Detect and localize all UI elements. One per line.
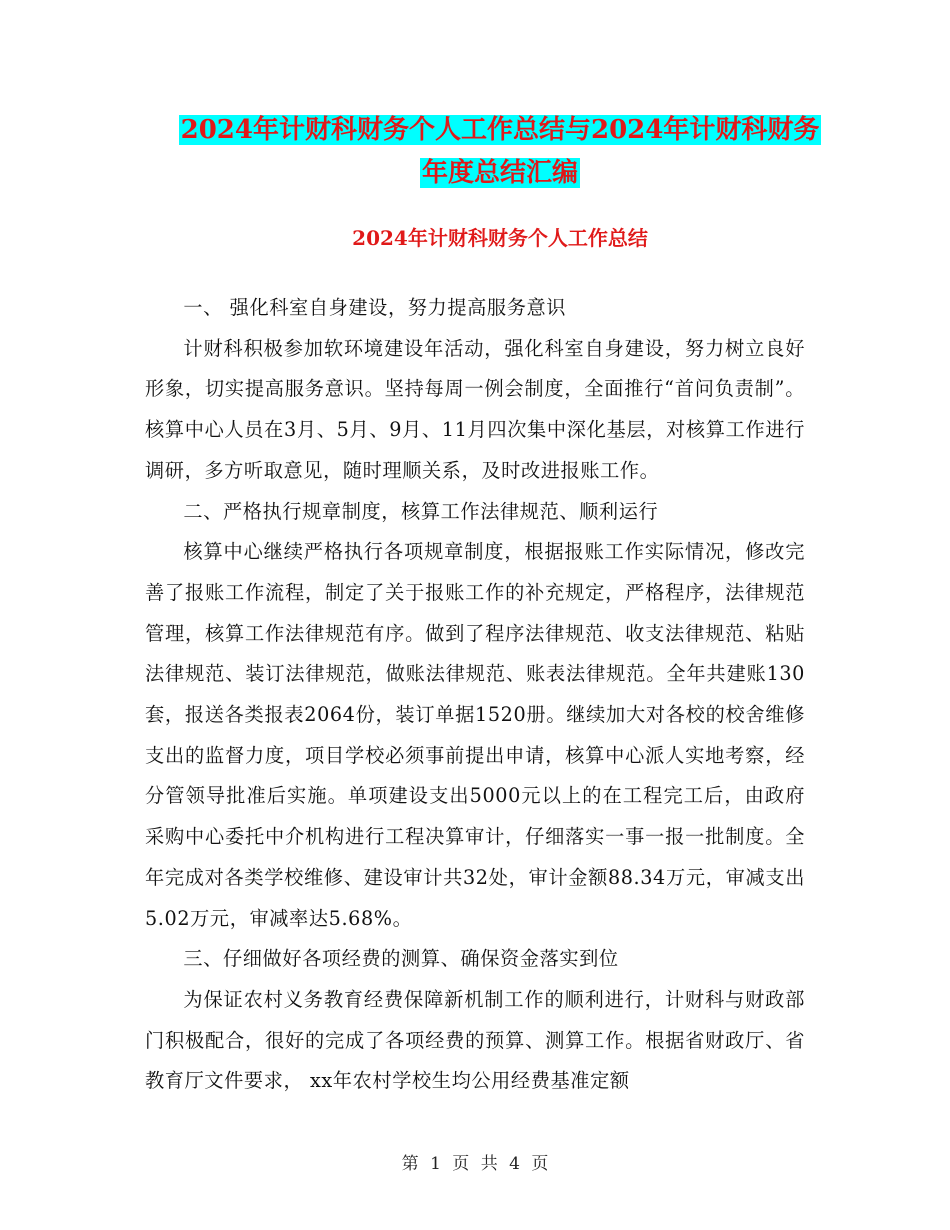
document-title-line-1 bbox=[100, 108, 900, 152]
title-highlight-1: 2024年计财科财务个人工作总结与2024年计财科财务 bbox=[180, 115, 820, 145]
paragraph-heading-1: 一、 强化科室自身建设，努力提高服务意识 bbox=[183, 296, 567, 319]
document-title-line-2 bbox=[100, 151, 900, 195]
paragraph-heading-3: 三、仔细做好各项经费的测算、确保资金落实到位 bbox=[183, 947, 619, 971]
page-footer: 第 1 页 共 4 页 bbox=[401, 1154, 549, 1174]
paragraph: 计财科积极参加软环境建设年活动，强化科室自身建设，努力树立良好形象，切实提高服务意识。坚持每周一例会制度，全面推行“首问负责制”。核算中心人员在3月、5月、9月、11月四次集中深化基层，对核算工作进行调研，多方听取意见，随时理顺关系，及时改进报账工作。 bbox=[145, 336, 805, 482]
title-highlight-2: 年度总结汇编 bbox=[421, 158, 578, 188]
section-title: 2024年计财科财务个人工作总结 bbox=[352, 226, 648, 250]
paragraph-heading-2: 二、严格执行规章制度，核算工作法律规范、顺利运行 bbox=[183, 499, 659, 523]
document-body bbox=[145, 288, 805, 1102]
paragraph: 核算中心继续严格执行各项规章制度，根据报账工作实际情况，修改完善了报账工作流程，制定了关于报账工作的补充规定，严格程序，法律规范管理，核算工作法律规范有序。做到了程序法律规范、收支法律规范、粘贴法律规范、装订法律规范，做账法律规范、账表法律规范。全年共建账130套，报送各类报表2064份，装订单据1520册。继续加大对各校的校舍维修支出的监督力度，项目学校必须事前提出申请，核算中心派人实地考察，经分管领导批准后实施。单项建设支出5000元以上的在工程完工后，由政府采购中心委托中介机构进行工程决算审计，仔细落实一事一报一批制度。全年完成对各类学校维修、建设审计共32处，审计金额88.34万元，审减支出5.02万元，审减率达5.68%。 bbox=[145, 540, 805, 930]
paragraph: 为保证农村义务教育经费保障新机制工作的顺利进行，计财科与财政部门积极配合，很好的完成了各项经费的预算、测算工作。根据省财政厅、省教育厅文件要求， xx年农村学校生均公用经费基准定额 bbox=[145, 987, 805, 1093]
